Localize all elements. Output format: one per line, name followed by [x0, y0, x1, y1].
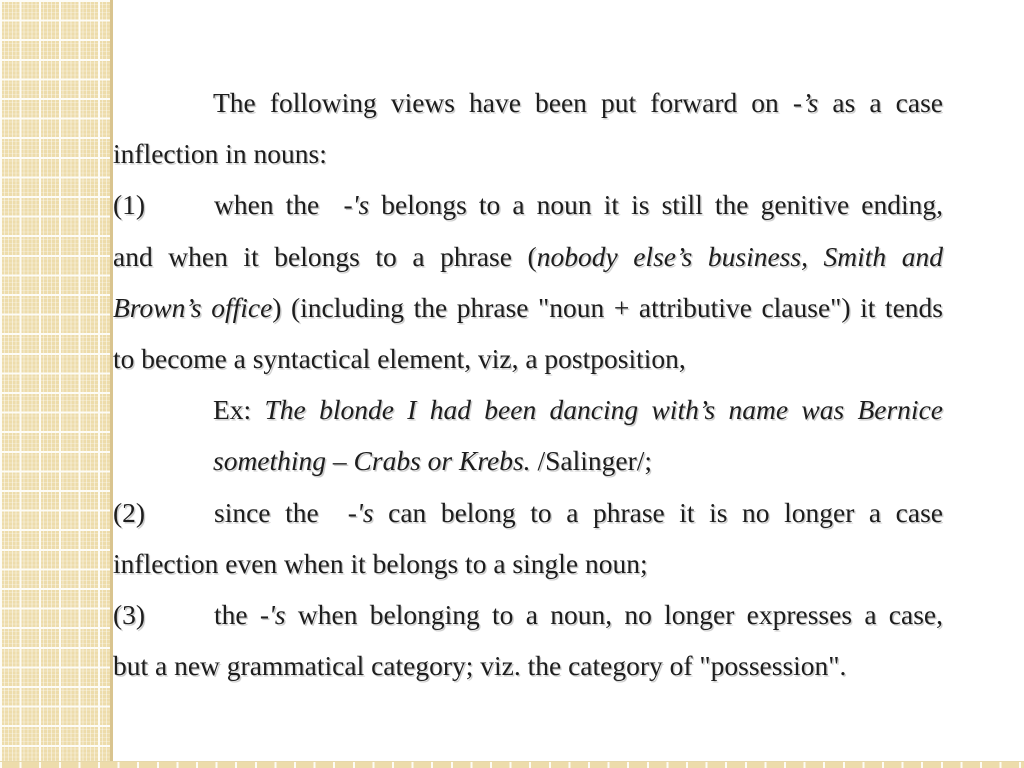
italic-quote: something – Crabs or Krebs. — [213, 445, 531, 477]
italic-phrase: nobody else’s business, Smith and — [536, 240, 943, 272]
text-segment: The following views have been put forward on — [213, 87, 793, 118]
text-line — [113, 640, 943, 691]
text-segment: as a case — [818, 87, 943, 118]
item-number: (2) — [113, 496, 146, 528]
text-segment: /Salinger/; — [530, 445, 653, 477]
text-line — [113, 231, 943, 282]
italic-quote: The blonde I had been dancing with’s name was Bernice — [264, 394, 943, 426]
left-grid-border — [0, 0, 113, 768]
text-line — [113, 179, 943, 230]
text-line — [113, 589, 943, 640]
text-line — [113, 128, 943, 179]
text-segment: ) (including the phrase "noun + attributive clause") it tends — [272, 291, 943, 323]
text-segment: inflection even when it belongs to a single noun; — [113, 547, 648, 579]
slide-text-block — [113, 0, 943, 691]
item-number: (1) — [113, 189, 146, 221]
italic-term: -’s — [792, 87, 819, 118]
italic-term: -'s — [343, 189, 370, 221]
text-line — [113, 538, 943, 589]
text-segment: since the — [214, 496, 348, 528]
item-number: (3) — [113, 599, 146, 631]
text-line — [113, 333, 943, 384]
text-segment: Ex: — [213, 394, 265, 426]
italic-phrase: Brown’s office — [113, 291, 273, 323]
example-paragraph — [113, 384, 943, 486]
text-segment: can belong to a phrase it is no longer a case — [373, 496, 943, 528]
text-segment: and when it belongs to a phrase ( — [113, 240, 537, 272]
text-segment: when the — [214, 189, 344, 221]
point-1-paragraph — [113, 179, 943, 384]
point-3-paragraph — [113, 589, 943, 691]
text-line — [113, 77, 943, 128]
text-segment: inflection in nouns: — [113, 138, 327, 170]
italic-term: -'s — [347, 496, 374, 528]
point-2-paragraph — [113, 487, 943, 589]
text-segment: to become a syntactical element, viz, a postposition, — [113, 343, 686, 375]
text-segment: the — [214, 599, 260, 631]
text-line — [213, 384, 943, 435]
text-segment: belongs to a noun it is still the genitive ending, — [369, 189, 943, 221]
bottom-grid-border — [0, 761, 1024, 768]
italic-term: -'s — [259, 599, 286, 631]
text-segment: but a new grammatical category; viz. the category of "possession". — [113, 650, 847, 682]
text-line — [213, 435, 943, 486]
intro-paragraph — [113, 77, 943, 179]
text-line — [113, 487, 943, 538]
text-segment: when belonging to a noun, no longer expresses a case, — [285, 599, 943, 631]
text-line — [113, 282, 943, 333]
